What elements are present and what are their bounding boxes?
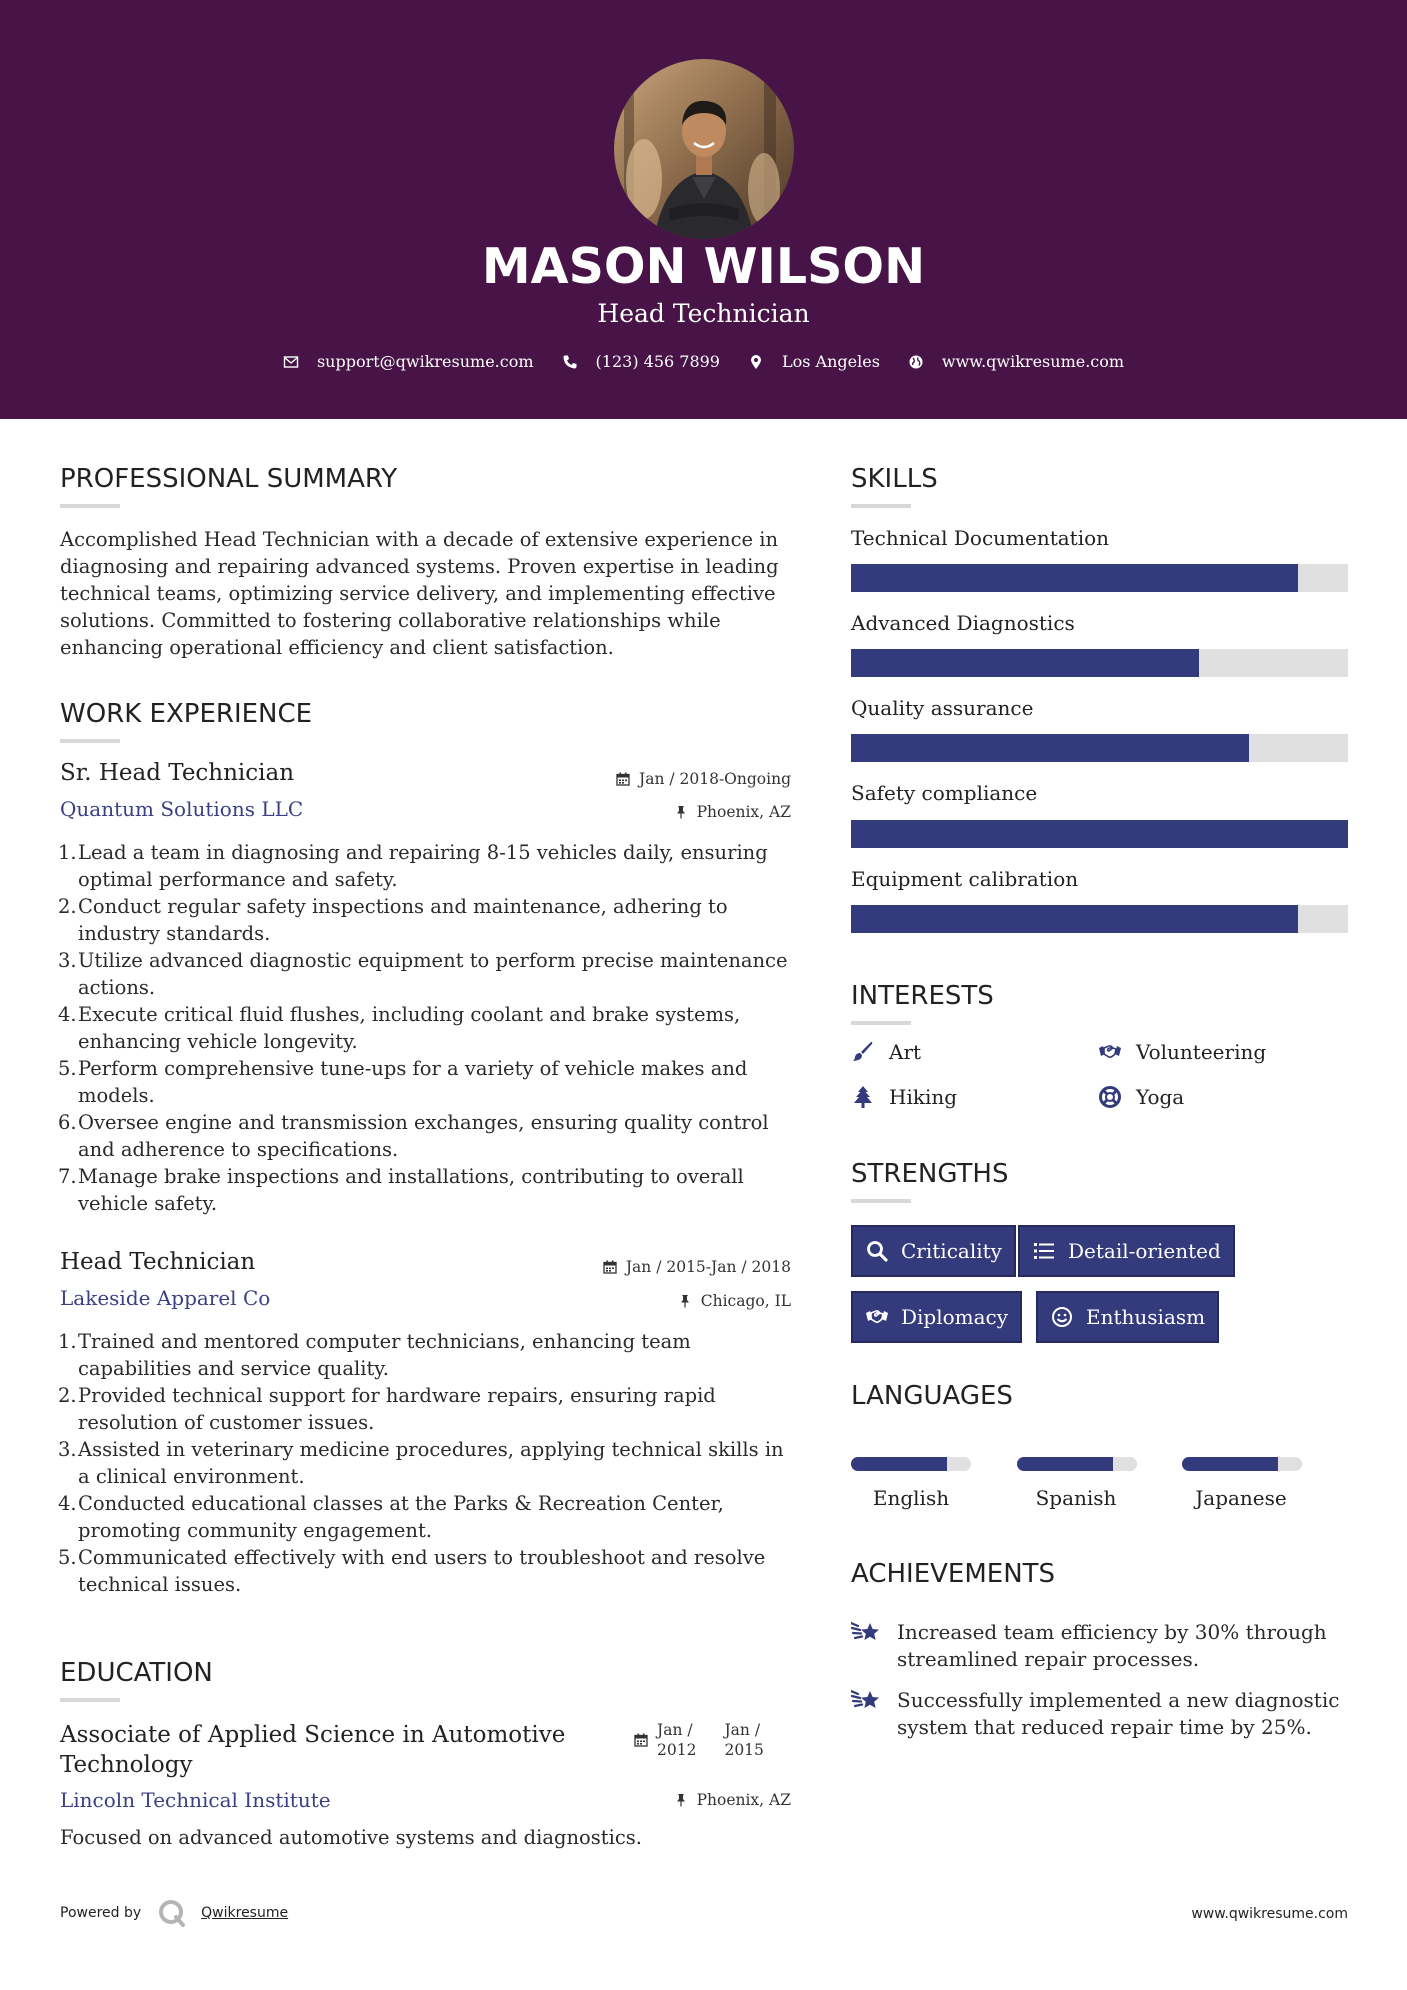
strength-label: Detail-oriented: [1068, 1239, 1221, 1263]
company-name-1: Quantum Solutions LLC: [60, 797, 304, 821]
achievement-text: Increased team efficiency by 30% through streamlined repair processes.: [897, 1620, 1327, 1671]
skill-bar-5: [851, 905, 1348, 933]
education-start-line1: Jan /: [657, 1721, 693, 1739]
paintbrush-icon: [851, 1040, 875, 1064]
pin-icon: [674, 1793, 688, 1807]
skill-bar-1: [851, 564, 1348, 592]
contact-website[interactable]: [908, 352, 1124, 371]
summary-underline: [60, 504, 120, 508]
education-dates: [634, 1720, 764, 1760]
candidate-name: MASON WILSON: [481, 238, 926, 295]
list-item: 1. Lead a team in diagnosing and repairing 8-15 vehicles daily, ensuring optimal performance and safety.: [58, 841, 768, 891]
skills-heading: SKILLS: [851, 464, 938, 494]
skill-bar-3: [851, 734, 1348, 762]
candidate-title: Head Technician: [597, 299, 810, 328]
education-start-line2: 2012: [657, 1741, 697, 1759]
list-item: 5. Perform comprehensive tune-ups for a variety of vehicle makes and models.: [58, 1057, 748, 1107]
education-start: [657, 1720, 696, 1760]
job-dates-2: [603, 1258, 791, 1276]
job-title-1: Sr. Head Technician: [60, 760, 295, 786]
pin-icon: [678, 1294, 692, 1308]
list-item: 3. Utilize advanced diagnostic equipment to perform precise maintenance actions.: [58, 949, 788, 999]
language-name-spanish: Spanish: [1035, 1486, 1117, 1510]
achievement-text: Successfully implemented a new diagnostic system that reduced repair time by 25%.: [897, 1688, 1340, 1739]
interest-label: Volunteering: [1136, 1040, 1267, 1064]
interest-hiking: [851, 1085, 957, 1109]
list-item: 1. Trained and mentored computer technicians, enhancing team capabilities and service quality.: [58, 1330, 691, 1380]
job-location-1: [674, 803, 791, 821]
language-name-english: English: [872, 1486, 950, 1510]
qwikresume-logo-icon: [157, 1898, 187, 1928]
job-dates-1: [616, 770, 791, 788]
calendar-icon: [634, 1733, 648, 1747]
strength-chip-diplomacy: [851, 1291, 1022, 1343]
strengths-underline: [851, 1199, 911, 1203]
contact-location: [748, 352, 880, 371]
resume-header: [0, 0, 1407, 419]
contact-email-text: support@qwikresume.com: [316, 352, 534, 371]
interests-underline: [851, 1021, 911, 1025]
skill-bar-fill: [851, 905, 1298, 933]
company-name-2: Lakeside Apparel Co: [60, 1286, 271, 1310]
skill-bar-fill: [851, 649, 1199, 677]
job-bullets-1: [60, 839, 790, 1217]
summary-text: Accomplished Head Technician with a decade of extensive experience in diagnosing and repairing advanced systems. Proven expertise in leading technical teams, optimizing service delivery, and implementing effective solutions. Committed to fostering collaborative relationships while enhancing operational efficiency and client satisfaction.: [60, 528, 779, 659]
contact-website-text: www.qwikresume.com: [941, 352, 1125, 371]
job-location-text-1: Phoenix, AZ: [696, 803, 791, 821]
job-bullets-2: [60, 1328, 790, 1598]
phone-icon: [562, 354, 578, 370]
list-item: 2. Conduct regular safety inspections and maintenance, adhering to industry standards.: [58, 895, 728, 945]
map-marker-icon: [748, 354, 764, 370]
list-item: 7. Manage brake inspections and installations, contributing to overall vehicle safety.: [58, 1165, 744, 1215]
strengths-heading: STRENGTHS: [851, 1159, 1009, 1189]
language-bar-japanese: [1182, 1457, 1302, 1471]
tree-icon: [851, 1085, 875, 1109]
list-item: 3. Assisted in veterinary medicine procedures, applying technical skills in a clinical environment.: [58, 1438, 784, 1488]
job-title-2: Head Technician: [60, 1249, 256, 1275]
search-icon: [865, 1239, 889, 1263]
strength-label: Diplomacy: [901, 1305, 1009, 1329]
strength-chip-enthusiasm: [1036, 1291, 1219, 1343]
languages-heading: LANGUAGES: [851, 1381, 1013, 1411]
list-item: 6. Oversee engine and transmission exchanges, ensuring quality control and adherence to specifications.: [58, 1111, 769, 1161]
qwikresume-link[interactable]: Qwikresume: [201, 1905, 289, 1921]
shooting-star-icon: [851, 1687, 883, 1715]
powered-by-label: Powered by: [60, 1905, 142, 1921]
education-end-line2: 2015: [724, 1741, 764, 1759]
shooting-star-icon: [851, 1619, 883, 1647]
interest-yoga: [1098, 1085, 1184, 1109]
skill-name-5: Equipment calibration: [851, 867, 1079, 891]
contact-phone[interactable]: [562, 352, 720, 371]
language-bar-english: [851, 1457, 971, 1471]
handshake-icon: [1098, 1040, 1122, 1064]
lifering-icon: [1098, 1085, 1122, 1109]
language-bar-spanish: [1017, 1457, 1137, 1471]
calendar-icon: [603, 1260, 617, 1274]
job-location-2: [678, 1292, 791, 1310]
experience-heading: WORK EXPERIENCE: [60, 699, 313, 729]
job-dates-text-2: Jan / 2015-Jan / 2018: [625, 1258, 791, 1276]
education-heading: EDUCATION: [60, 1658, 213, 1688]
calendar-icon: [616, 772, 630, 786]
interests-heading: INTERESTS: [851, 981, 994, 1011]
language-name-japanese: Japanese: [1195, 1486, 1287, 1510]
job-location-text-2: Chicago, IL: [700, 1292, 791, 1310]
strength-label: Criticality: [901, 1239, 1002, 1263]
education-description: Focused on advanced automotive systems and diagnostics.: [60, 1826, 642, 1849]
skill-name-4: Safety compliance: [851, 781, 1038, 805]
education-end: [724, 1720, 763, 1760]
degree-title-line2: Technology: [60, 1752, 193, 1778]
experience-underline: [60, 739, 120, 743]
pin-icon: [674, 805, 688, 819]
interest-label: Hiking: [889, 1085, 958, 1109]
education-location: [674, 1791, 791, 1809]
handshake-icon: [865, 1305, 889, 1329]
education-location-text: Phoenix, AZ: [696, 1791, 791, 1809]
skill-name-1: Technical Documentation: [851, 526, 1110, 550]
education-end-line1: Jan /: [724, 1721, 761, 1739]
interest-label: Yoga: [1136, 1085, 1185, 1109]
contact-bar: [0, 352, 1407, 371]
contact-email[interactable]: [283, 352, 534, 371]
contact-location-text: Los Angeles: [781, 352, 880, 371]
footer-website[interactable]: www.qwikresume.com: [1191, 1906, 1348, 1922]
skill-bar-2: [851, 649, 1348, 677]
achievement-item-2: [851, 1687, 1341, 1741]
job-dates-text-1: Jan / 2018-Ongoing: [638, 770, 791, 788]
summary-heading: PROFESSIONAL SUMMARY: [60, 464, 398, 494]
skills-underline: [851, 504, 911, 508]
smile-icon: [1050, 1305, 1074, 1329]
strength-label: Enthusiasm: [1086, 1305, 1206, 1329]
interest-art: [851, 1040, 921, 1064]
achievement-item-1: [851, 1619, 1341, 1673]
degree-title: [60, 1720, 565, 1780]
skill-bar-fill: [851, 820, 1348, 848]
skill-bar-fill: [851, 734, 1249, 762]
skill-bar-4: [851, 820, 1348, 848]
degree-title-line1: Associate of Applied Science in Automotive: [60, 1722, 566, 1748]
list-icon: [1032, 1239, 1056, 1263]
language-bar-fill: [1182, 1457, 1278, 1471]
skill-name-3: Quality assurance: [851, 696, 1034, 720]
interest-volunteering: [1098, 1040, 1266, 1064]
school-name: Lincoln Technical Institute: [60, 1788, 331, 1812]
list-item: 5. Communicated effectively with end users to troubleshoot and resolve technical issues.: [58, 1546, 766, 1596]
list-item: 2. Provided technical support for hardware repairs, ensuring rapid resolution of customer issues.: [58, 1384, 716, 1434]
globe-icon: [908, 354, 924, 370]
strength-chip-detail-oriented: [1018, 1225, 1235, 1277]
skill-name-2: Advanced Diagnostics: [851, 611, 1075, 635]
profile-photo: [614, 59, 794, 239]
education-underline: [60, 1698, 120, 1702]
list-item: 4. Conducted educational classes at the Parks & Recreation Center, promoting community engagement.: [58, 1492, 724, 1542]
list-item: 4. Execute critical fluid flushes, including coolant and brake systems, enhancing vehicle longevity.: [58, 1003, 741, 1053]
interest-label: Art: [889, 1040, 922, 1064]
achievements-heading: ACHIEVEMENTS: [851, 1559, 1056, 1589]
language-bar-fill: [1017, 1457, 1113, 1471]
skill-bar-fill: [851, 564, 1298, 592]
footer-powered-by: [60, 1898, 288, 1928]
strength-chip-criticality: [851, 1225, 1016, 1277]
contact-phone-text: (123) 456 7899: [595, 352, 720, 371]
envelope-icon: [283, 354, 299, 370]
language-bar-fill: [851, 1457, 947, 1471]
